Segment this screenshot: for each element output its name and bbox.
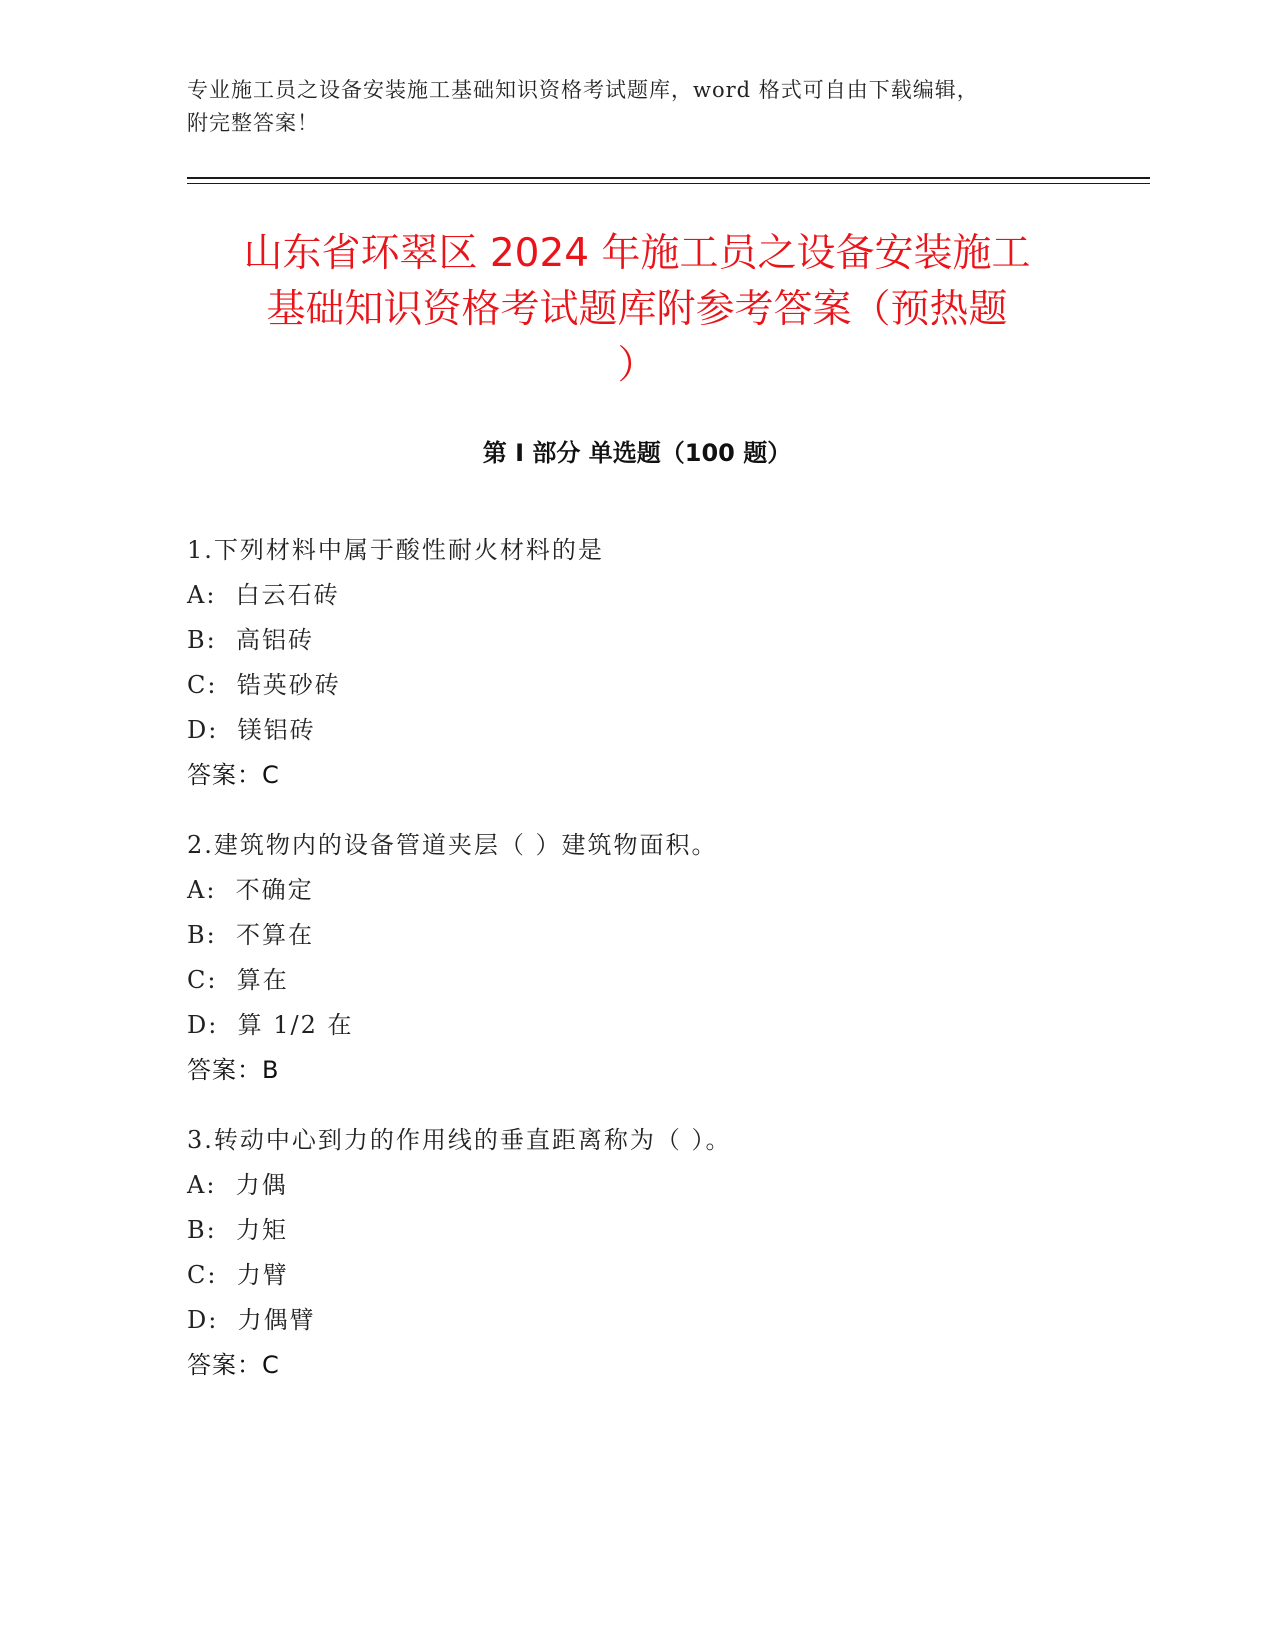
question-stem: 3.转动中心到力的作用线的垂直距离称为（ ）。: [187, 1126, 732, 1154]
question-item: [187, 823, 1087, 1093]
header-note-line: 专业施工员之设备安装施工基础知识资格考试题库，word 格式可自由下载编辑，: [187, 78, 979, 102]
question-list: [187, 528, 1087, 1413]
question-option-a: A: 不确定: [187, 876, 314, 904]
question-stem: 1.下列材料中属于酸性耐火材料的是: [187, 536, 604, 564]
header-note-line: 附完整答案！: [187, 111, 319, 135]
question-option-a: A: 白云石砖: [187, 581, 340, 609]
question-answer: 答案：C: [187, 761, 280, 789]
question-option-d: D: 力偶臂: [187, 1306, 316, 1334]
question-item: [187, 528, 1087, 798]
question-answer: 答案：B: [187, 1056, 280, 1084]
question-option-a: A: 力偶: [187, 1171, 288, 1199]
document-title-line: 山东省环翠区 2024 年施工员之设备安装施工: [243, 231, 1031, 276]
document-title-line: 基础知识资格考试题库附参考答案（预热题: [266, 287, 1008, 332]
question-option-d: D: 镁铝砖: [187, 716, 316, 744]
question-option-b: B: 力矩: [187, 1216, 288, 1244]
document-title-line: ）: [617, 343, 657, 388]
question-stem: 2.建筑物内的设备管道夹层（ ）建筑物面积。: [187, 831, 718, 859]
question-item: [187, 1118, 1087, 1388]
document-title: [187, 226, 1087, 394]
header-divider-thick: [187, 177, 1150, 179]
question-option-c: C: 算在: [187, 966, 289, 994]
question-option-c: C: 锆英砂砖: [187, 671, 341, 699]
header-divider-thin: [187, 183, 1150, 184]
question-option-c: C: 力臂: [187, 1261, 289, 1289]
header-note: [187, 74, 1087, 140]
question-option-d: D: 算 1/2 在: [187, 1011, 354, 1039]
question-answer: 答案：C: [187, 1351, 280, 1379]
question-option-b: B: 不算在: [187, 921, 314, 949]
question-option-b: B: 高铝砖: [187, 626, 314, 654]
section-title: 第 I 部分 单选题（100 题）: [482, 439, 792, 467]
